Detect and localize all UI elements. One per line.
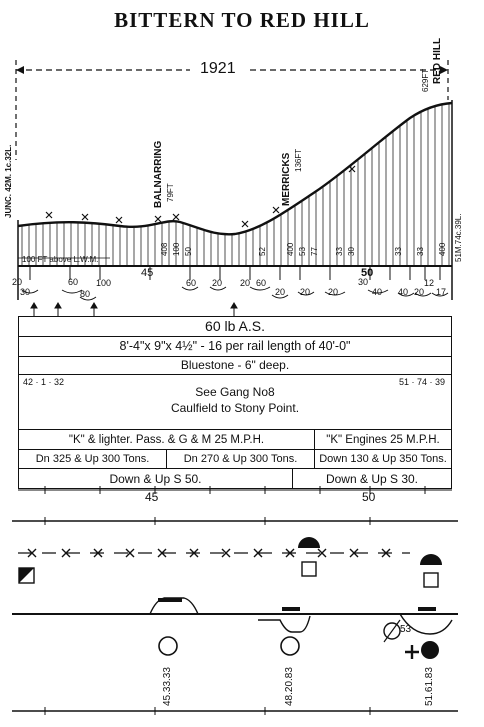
ballast-row: Bluestone - 6" deep. [18,356,452,375]
grade-label: 52 [258,247,267,256]
curve-label: 40 [372,287,383,297]
station-mileage: 51.61.83 [424,667,435,706]
curve-label: 60 [256,278,267,288]
mileage-right: 51 · 74 · 39 [398,377,445,387]
station-mileage: 45.33.33 [162,667,173,706]
grade-label: 400 [438,242,447,256]
redhill-elevation: 629FT [421,68,430,92]
grade-label: 30 [347,247,356,256]
curve-label: 17 [436,287,447,297]
speed-row [18,429,452,450]
year-label: 1921 [196,60,240,78]
rail-row: 60 lb A.S. [18,316,452,337]
curve-label: 20 [12,277,23,287]
gang-line-2: Caulfield to Stony Point. [170,401,300,415]
grade-label: 77 [310,247,319,256]
gang-line-1: See Gang No8 [195,385,275,399]
grade-label: 50 [184,247,193,256]
balnarring-elevation: 79FT [166,183,175,202]
curve-label: 20 [240,278,251,288]
station-merricks: MERRICKS [281,152,292,206]
datum-label: 100 FT above L.W.M. [22,255,99,264]
grade-label: 100 [172,242,181,256]
grade-label: 33 [335,247,344,256]
curve-label: 30 [20,287,31,297]
page-title: BITTERN TO RED HILL [114,8,370,32]
load-cell: Dn 270 & Up 300 Tons. [167,450,315,468]
merricks-elevation: 136FT [294,148,303,172]
curve-label: 20 [275,287,286,297]
grade-label: 400 [286,242,295,256]
curve-label: 12 [424,278,435,288]
curve-label: 40 [398,287,409,297]
station-mileage: 48.20.83 [284,667,295,706]
profile-mile-50: 50 [361,267,374,279]
curve-label: 20 [300,287,311,297]
load-cell: Down 130 & Up 350 Tons. [319,453,447,465]
curve-label: 100 [96,278,112,288]
load-row [18,449,452,469]
sleepers-row: 8'-4"x 9"x 4½" - 16 per rail length of 40'-0" [18,336,452,357]
axis-label-50: 50 [362,490,376,504]
station-balnarring: BALNARRING [153,140,164,208]
axis-label-45: 45 [145,490,159,504]
grade-label: 33 [394,247,403,256]
curve-53-label: 53 [400,624,412,635]
curve-label: 20 [212,278,223,288]
station-redhill: RED HILL [432,37,443,84]
grade-label: 33 [416,247,425,256]
speed-right: "K" Engines 25 M.P.H. [326,433,440,446]
mileage-left: 42 · 1 · 32 [23,377,65,387]
grade-label: 408 [160,242,169,256]
curve-label: 20 [328,287,339,297]
profile-mile-45: 45 [141,267,154,279]
plus-icon [405,645,419,659]
curve-label: 20 [414,287,425,297]
grade-label: 53 [298,247,307,256]
curve-label: 30 [358,277,369,287]
load-cell: Dn 325 & Up 300 Tons. [19,450,167,468]
curve-label: 60 [186,278,197,288]
station-circle-icon [159,637,177,655]
curve-label: 60 [68,277,79,287]
gang-row [18,374,452,430]
junction-label: JUNC. 42M. 1c.32L. [4,144,13,218]
station-building-icon [298,537,320,548]
signals-right: Down & Up S 30. [325,471,419,486]
end-mileage: 51M.74c.39L. [454,213,463,262]
curve-label: 80 [80,289,91,299]
speed-left: "K" & lighter. Pass. & G & M 25 M.P.H. [19,430,315,449]
signals-left: Down & Up S 50. [19,469,293,488]
signals-row [18,468,452,489]
